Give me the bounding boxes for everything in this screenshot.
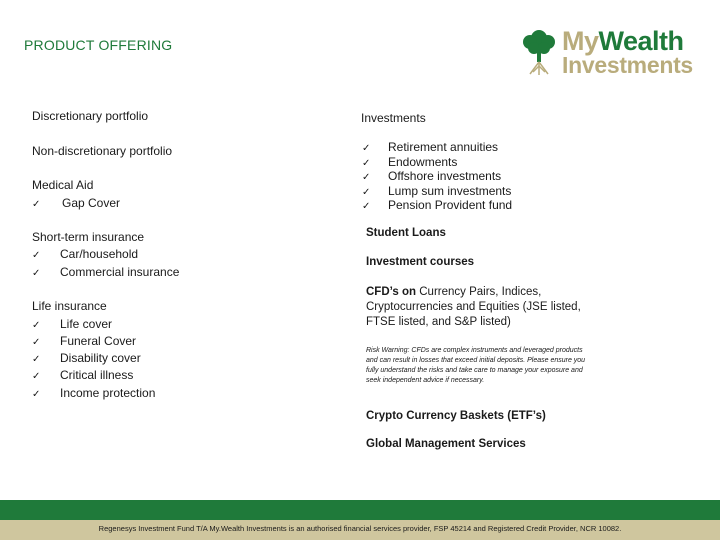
list-item: ✓ Life cover <box>32 317 113 331</box>
checkmark-icon: ✓ <box>32 337 41 348</box>
list-item: ✓ Gap Cover <box>32 196 121 210</box>
investments-list <box>362 140 512 213</box>
checkmark-icon: ✓ <box>32 268 41 279</box>
checkmark-icon: ✓ <box>32 354 41 365</box>
life-insurance-heading: Life insurance <box>32 299 107 313</box>
logo-subtitle: Investments <box>562 52 693 78</box>
checkmark-icon: ✓ <box>362 172 371 183</box>
short-term-heading: Short-term insurance <box>32 230 145 244</box>
checkmark-icon: ✓ <box>362 186 371 198</box>
list-item: ✓ Disability cover <box>32 351 141 365</box>
list-item: ✓ Pension Provident fund <box>362 198 512 213</box>
investment-courses-heading: Investment courses <box>366 256 475 268</box>
checkmark-icon: ✓ <box>362 143 371 154</box>
checkmark-icon: ✓ <box>362 201 371 212</box>
list-item: ✓ Endowments <box>362 155 512 170</box>
list-item: ✓ Funeral Cover <box>32 334 137 348</box>
footer-bar <box>0 500 720 520</box>
list-item: ✓ Commercial insurance <box>32 265 180 279</box>
list-item: ✓ Retirement annuities <box>362 140 512 155</box>
checkmark-icon: ✓ <box>362 157 371 169</box>
crypto-heading: Crypto Currency Baskets (ETF’s) <box>366 410 546 422</box>
list-item: ✓ Income protection <box>32 386 156 400</box>
checkmark-icon: ✓ <box>32 320 41 331</box>
logo-wordmark: MyWealth <box>562 26 684 56</box>
checkmark-icon: ✓ <box>32 250 41 261</box>
footer-disclaimer: Regenesys Investment Fund T/A My.Wealth Investments is an authorised financial services provider, FSP 45214 and Registered Credit Provider, NCR 10082. <box>98 524 622 533</box>
investments-heading: Investments <box>361 111 426 125</box>
discretionary-heading: Discretionary portfolio <box>32 109 149 123</box>
list-item: ✓ Critical illness <box>32 368 134 382</box>
risk-warning: Risk Warning: CFDs are complex instruments and leveraged products and can result in losses that exceed initial deposits. Please ensure you fully understand the risks and take care to manage your exposure and seek independent advice if necessary. <box>366 347 586 384</box>
checkmark-icon: ✓ <box>32 199 41 210</box>
checkmark-icon: ✓ <box>32 371 41 382</box>
medical-aid-heading: Medical Aid <box>32 178 94 192</box>
page-title: PRODUCT OFFERING <box>24 37 173 53</box>
global-heading: Global Management Services <box>366 438 526 450</box>
non-discretionary-heading: Non-discretionary portfolio <box>32 144 173 158</box>
company-logo <box>520 28 705 78</box>
list-item: ✓ Offshore investments <box>362 169 512 184</box>
list-item: ✓ Lump sum investments <box>362 184 512 199</box>
tree-icon <box>520 28 558 78</box>
cfd-description: CFD’s on Currency Pairs, Indices, Cryptocurrencies and Equities (JSE listed, FTSE listed, and S&P listed) <box>366 286 581 328</box>
list-item: ✓ Car/household <box>32 247 139 261</box>
checkmark-icon: ✓ <box>32 389 41 400</box>
student-loans-heading: Student Loans <box>366 227 446 239</box>
